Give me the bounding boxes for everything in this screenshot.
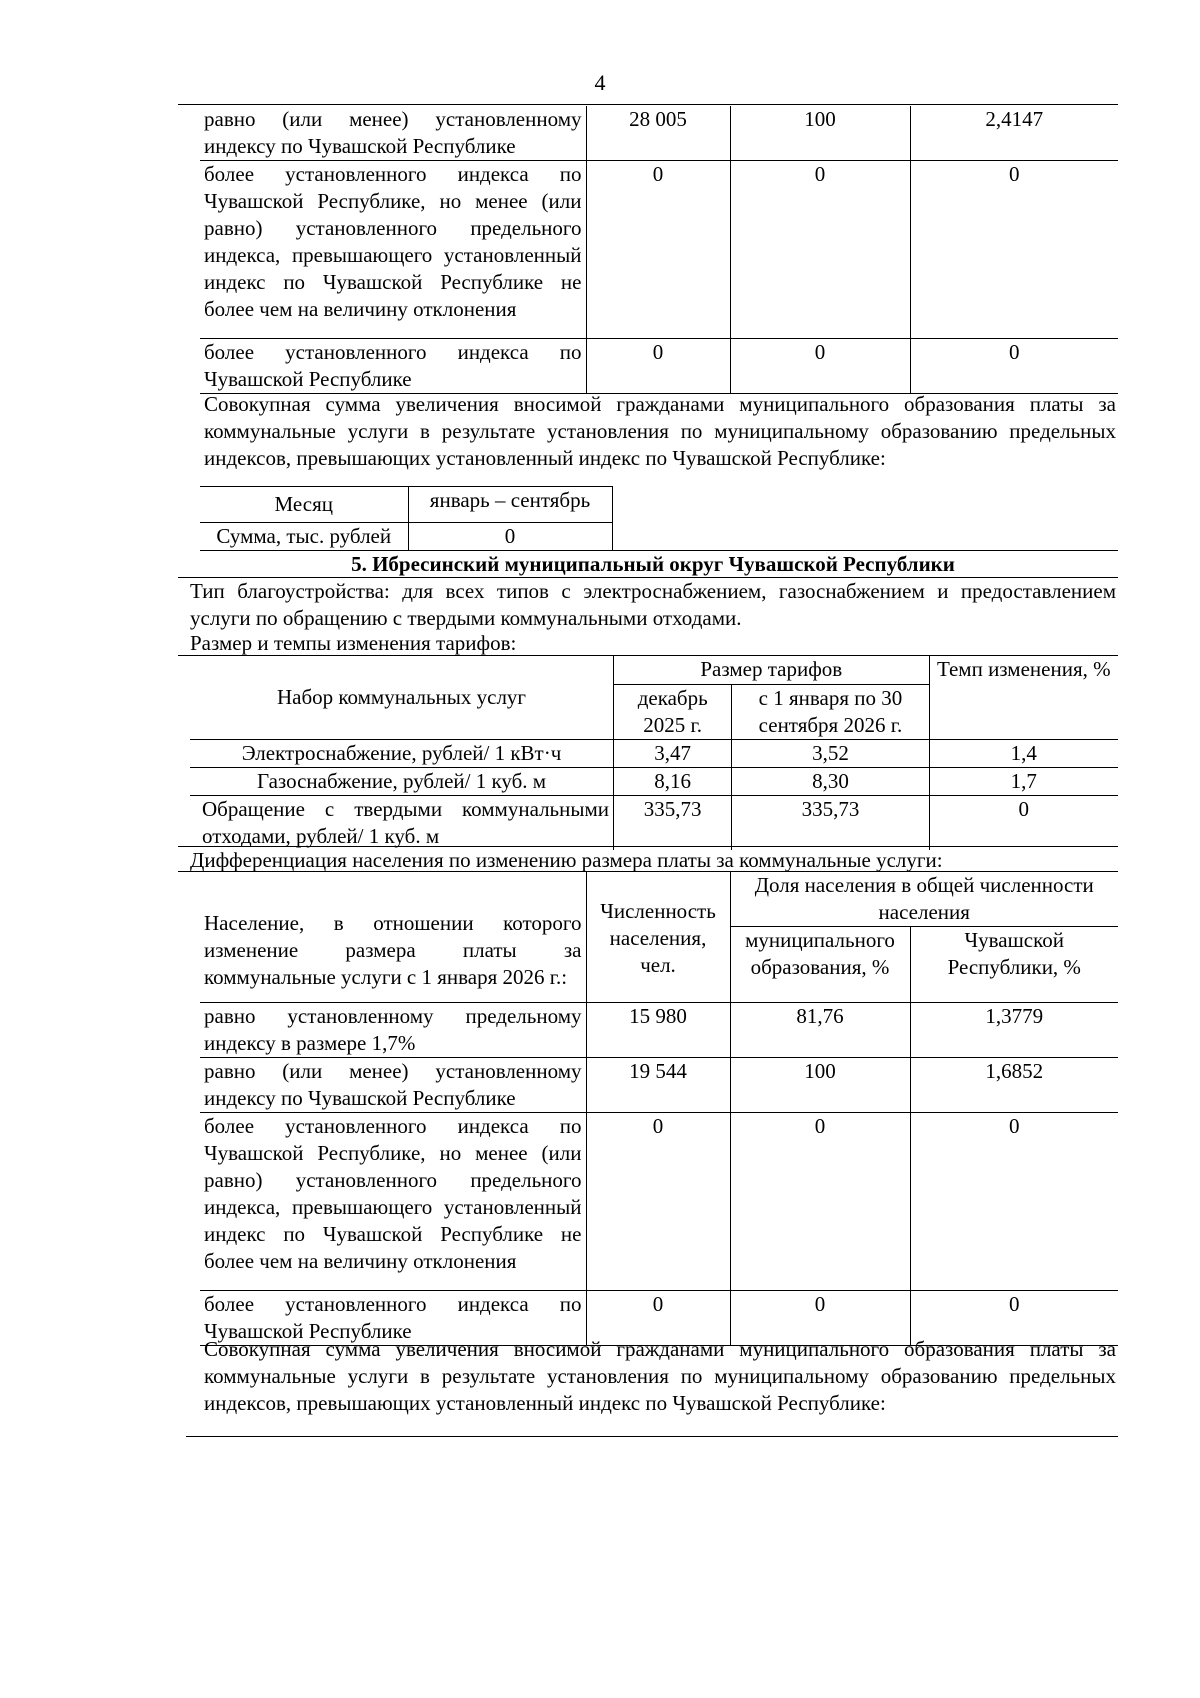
municipal-share: 81,76 xyxy=(730,1003,910,1058)
municipal-share: 0 xyxy=(730,339,910,394)
sum-label: Сумма, тыс. рублей xyxy=(216,524,392,548)
municipal-share: 100 xyxy=(730,106,910,161)
table-row xyxy=(190,767,1118,795)
tariff-january: 3,52 xyxy=(732,739,929,767)
population-count: 0 xyxy=(586,339,730,394)
table-row xyxy=(200,523,612,551)
tariff-january: 335,73 xyxy=(732,795,929,850)
col-service-set: Набор коммунальных услуг xyxy=(190,656,614,739)
table-row xyxy=(190,739,1118,767)
col-municipal: муниципального образования, % xyxy=(730,927,910,1003)
population-count: 0 xyxy=(586,161,730,339)
page-number: 4 xyxy=(594,70,606,95)
republic-share: 1,3779 xyxy=(910,1003,1118,1058)
prev-diff-table xyxy=(200,106,1118,394)
row-label: более установленного индекса по Чувашской Республике xyxy=(204,340,582,391)
total-sum-text: Совокупная сумма увеличения вносимой гражданами муниципального образования платы за коммунальные услуги в результате установления по муниципальному образованию предельных индексов, превышающих установленный индекс по Чувашской Республике: xyxy=(204,1337,1116,1415)
municipal-share: 0 xyxy=(730,1291,910,1346)
tariff-january: 8,30 xyxy=(732,767,929,795)
col-tariff-size: Размер тарифов xyxy=(614,656,930,684)
table-row xyxy=(200,1113,1118,1291)
table-row xyxy=(190,795,1118,850)
row-label: равно установленному предельному индексу в размере 1,7% xyxy=(204,1004,582,1055)
population-count: 0 xyxy=(586,1113,730,1291)
col-population: Население, в отношении которого изменение размера платы за коммунальные услуги с 1 января 2026 г.: xyxy=(200,872,586,1003)
republic-share: 0 xyxy=(910,1291,1118,1346)
municipal-share: 0 xyxy=(730,161,910,339)
service-name: Газоснабжение, рублей/ 1 куб. м xyxy=(256,768,547,793)
row-label: более установленного индекса по Чувашской Республике, но менее (или равно) установленного предельного индекса, превышающего установленный индекс по Чувашской Республике не более чем на величину отклонения xyxy=(204,1114,582,1273)
differentiation-table xyxy=(200,872,1118,1346)
row-label: равно (или менее) установленному индексу по Чувашской Республике xyxy=(204,107,582,158)
row-label: более установленного индекса по Чувашской Республике xyxy=(204,1292,582,1343)
republic-share: 1,6852 xyxy=(910,1058,1118,1113)
tariff-december: 8,16 xyxy=(614,767,732,795)
row-label: более установленного индекса по Чувашской Республике, но менее (или равно) установленного предельного индекса, превышающего установленный индекс по Чувашской Республике не более чем на величину отклонения xyxy=(204,162,582,321)
republic-share: 0 xyxy=(910,161,1118,339)
total-sum-text: Совокупная сумма увеличения вносимой гражданами муниципального образования платы за коммунальные услуги в результате установления по муниципальному образованию предельных индексов, превышающих установленный индекс по Чувашской Республике: xyxy=(204,392,1116,470)
table-top-rule xyxy=(178,104,1118,105)
tariff-table xyxy=(190,656,1118,850)
table-header-row xyxy=(190,656,1118,684)
population-count: 0 xyxy=(586,1291,730,1346)
table-header-row xyxy=(200,872,1118,927)
tariff-december: 3,47 xyxy=(614,739,732,767)
tariff-rate: 0 xyxy=(929,795,1118,850)
republic-share: 0 xyxy=(910,339,1118,394)
col-january-september: с 1 января по 30 сентября 2026 г. xyxy=(732,684,929,739)
col-change-rate: Темп изменения, % xyxy=(929,656,1118,739)
col-republic: Чувашской Республики, % xyxy=(910,927,1118,1003)
table-row xyxy=(200,1003,1118,1058)
municipal-share: 0 xyxy=(730,1113,910,1291)
table-row xyxy=(200,487,612,523)
col-population-count: Численность населения, чел. xyxy=(586,872,730,1003)
table-row xyxy=(200,1058,1118,1113)
differentiation-heading: Дифференциация населения по изменению размера платы за коммунальные услуги: xyxy=(190,848,943,872)
tariff-december: 335,73 xyxy=(614,795,732,850)
month-value: январь – сентябрь xyxy=(408,487,612,523)
service-name: Электроснабжение, рублей/ 1 кВт·ч xyxy=(241,740,562,765)
municipal-share: 100 xyxy=(730,1058,910,1113)
sum-value: 0 xyxy=(408,523,612,551)
population-count: 19 544 xyxy=(586,1058,730,1113)
row-label: равно (или менее) установленному индексу по Чувашской Республике xyxy=(204,1059,582,1110)
table-row xyxy=(200,339,1118,394)
population-count: 15 980 xyxy=(586,1003,730,1058)
tariff-rate: 1,7 xyxy=(929,767,1118,795)
col-december: декабрь 2025 г. xyxy=(614,684,732,739)
republic-share: 2,4147 xyxy=(910,106,1118,161)
table-row xyxy=(200,161,1118,339)
amenity-type-text: Тип благоустройства: для всех типов с электроснабжением, газоснабжением и предоставлением услуги по обращению с твердыми коммунальными отходами. xyxy=(190,579,1116,630)
population-count: 28 005 xyxy=(586,106,730,161)
rule xyxy=(186,1436,1118,1437)
col-population-share: Доля населения в общей численности населения xyxy=(730,872,1118,927)
sum-table xyxy=(200,486,613,551)
republic-share: 0 xyxy=(910,1113,1118,1291)
month-label: Месяц xyxy=(274,492,333,516)
tariff-rate: 1,4 xyxy=(929,739,1118,767)
service-name: Обращение с твердыми коммунальными отходами, рублей/ 1 куб. м xyxy=(202,796,610,848)
tariff-heading: Размер и темпы изменения тарифов: xyxy=(190,631,517,655)
table-row xyxy=(200,106,1118,161)
section-title: 5. Ибресинский муниципальный округ Чувашской Республики xyxy=(351,552,955,576)
